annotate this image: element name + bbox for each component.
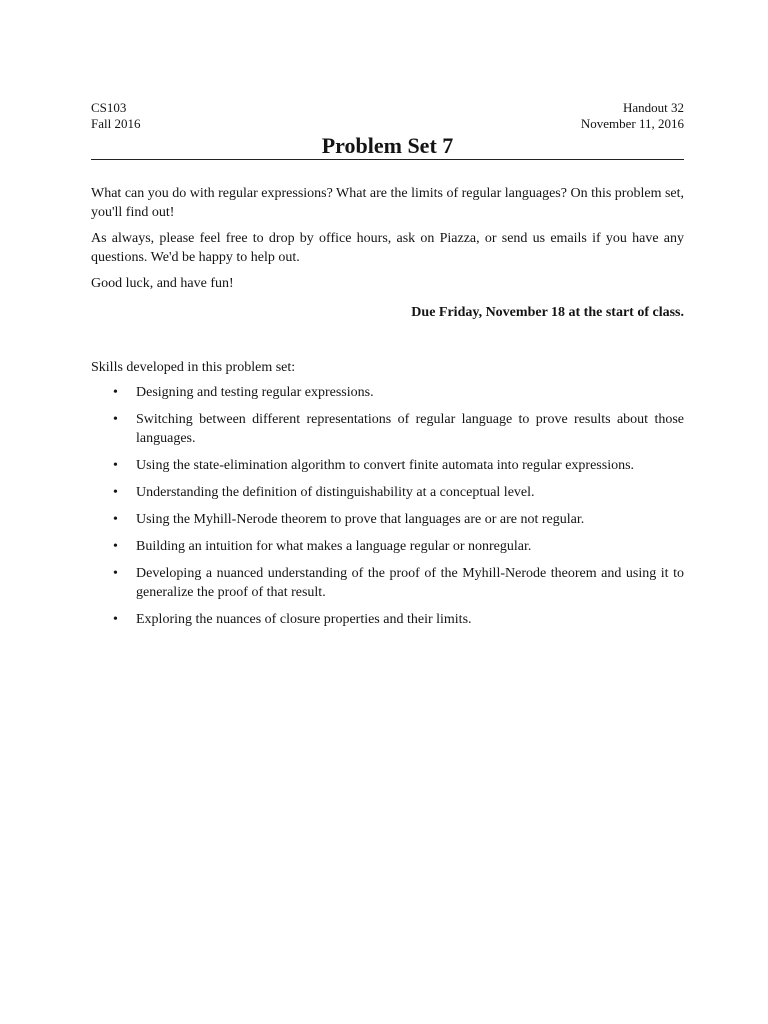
document-header [91, 100, 684, 132]
intro-paragraph: As always, please feel free to drop by office hours, ask on Piazza, or send us emails if you have any questions. We'd be happy to help out. [91, 231, 684, 265]
bullet-icon: • [113, 458, 118, 473]
handout-date: November 11, 2016 [580, 116, 684, 131]
skill-text: Designing and testing regular expressions. [136, 385, 374, 400]
bullet-icon: • [113, 566, 118, 581]
skill-text: Using the state-elimination algorithm to convert finite automata into regular expressions. [136, 458, 635, 473]
bullet-icon: • [113, 385, 118, 400]
bullet-icon: • [113, 612, 118, 627]
handout-page [91, 100, 685, 627]
intro-paragraph: What can you do with regular expressions? What are the limits of regular languages? On this problem set, you'll find out! [91, 186, 685, 220]
course-code: CS103 [91, 100, 127, 115]
term: Fall 2016 [91, 116, 141, 131]
bullet-icon: • [113, 539, 118, 554]
intro-paragraph: Good luck, and have fun! [91, 276, 234, 291]
list-item [91, 564, 684, 602]
list-item [91, 510, 684, 529]
list-item [91, 383, 684, 402]
list-item [91, 410, 684, 448]
skill-text: Developing a nuanced understanding of the proof of the Myhill-Nerode theorem and using it to generalize the proof of that result. [136, 566, 684, 600]
page-title: Problem Set 7 [321, 133, 454, 158]
skills-list [91, 383, 684, 629]
list-item [91, 537, 684, 556]
list-item [91, 483, 684, 502]
title-divider [91, 159, 684, 160]
header-right [581, 100, 684, 132]
due-date: Due Friday, November 18 at the start of class. [411, 305, 684, 320]
skill-text: Switching between different representations of regular language to prove results about those languages. [136, 412, 684, 446]
document-body [91, 184, 684, 637]
header-left [91, 100, 140, 132]
skills-heading: Skills developed in this problem set: [91, 360, 296, 375]
bullet-icon: • [113, 512, 118, 527]
list-item [91, 610, 684, 629]
skill-text: Using the Myhill-Nerode theorem to prove that languages are or are not regular. [136, 512, 585, 527]
bullet-icon: • [113, 485, 118, 500]
list-item [91, 456, 684, 475]
skill-text: Building an intuition for what makes a language regular or nonregular. [136, 539, 532, 554]
bullet-icon: • [113, 412, 118, 427]
skill-text: Understanding the definition of distinguishability at a conceptual level. [136, 485, 535, 500]
skill-text: Exploring the nuances of closure properties and their limits. [136, 612, 472, 627]
handout-number: Handout 32 [622, 100, 684, 115]
